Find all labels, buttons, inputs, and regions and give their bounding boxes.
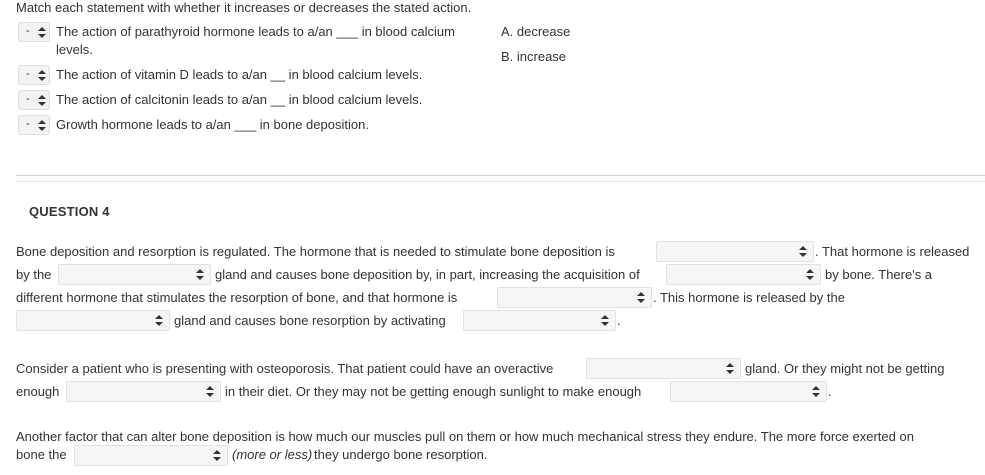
- section-divider: [16, 181, 985, 182]
- up-down-arrows-icon: [213, 450, 221, 461]
- deposition-gland-select[interactable]: [58, 264, 211, 285]
- up-down-arrows-icon: [38, 95, 46, 106]
- select-value: -: [26, 68, 30, 80]
- question-title: QUESTION 4: [29, 204, 110, 219]
- select-value: -: [26, 118, 30, 130]
- match-select-3[interactable]: [18, 90, 50, 110]
- p2-text-2: gland. Or they might not be getting: [745, 361, 945, 376]
- p3-text-4: they undergo bone resorption.: [314, 447, 488, 462]
- match-select-1[interactable]: [18, 22, 50, 42]
- p1-text-3: by the: [16, 267, 52, 282]
- select-value: -: [26, 93, 30, 105]
- p1-text-6: different hormone that stimulates the resorption of bone, and that hormone is: [16, 290, 458, 305]
- more-or-less-select[interactable]: [74, 445, 228, 466]
- p1-text-2: . That hormone is released: [815, 244, 970, 259]
- option-b: B. increase: [501, 49, 567, 64]
- match-statement-2: The action of vitamin D leads to a/an __ in blood calcium levels.: [56, 67, 423, 82]
- p1-text-1: Bone deposition and resorption is regulated. The hormone that is needed to stimulate bone deposition is: [16, 244, 615, 259]
- resorption-hormone-select[interactable]: [497, 287, 652, 308]
- instructions: Match each statement with whether it increases or decreases the stated action.: [16, 0, 472, 15]
- up-down-arrows-icon: [196, 269, 204, 280]
- overactive-gland-select[interactable]: [586, 358, 741, 379]
- select-value: -: [26, 25, 30, 37]
- up-down-arrows-icon: [38, 120, 46, 131]
- p2-text-4: in their diet. Or they may not be getting enough sunlight to make enough: [225, 384, 642, 399]
- p3-hint: (more or less): [232, 447, 313, 462]
- p1-text-8: gland and causes bone resorption by activating: [174, 313, 446, 328]
- up-down-arrows-icon: [206, 386, 214, 397]
- up-down-arrows-icon: [726, 363, 734, 374]
- p3-text-1: Another factor that can alter bone deposition is how much our muscles pull on them or how much mechanical stress they endure. The more force exerted on: [16, 429, 914, 444]
- p2-text-3: enough: [16, 384, 60, 399]
- p1-text-9: .: [617, 313, 621, 328]
- up-down-arrows-icon: [812, 386, 820, 397]
- option-a: A. decrease: [501, 24, 571, 39]
- up-down-arrows-icon: [155, 315, 163, 326]
- match-statement-3: The action of calcitonin leads to a/an __ in blood calcium levels.: [56, 92, 423, 107]
- sunlight-select[interactable]: [670, 381, 827, 402]
- p2-text-5: .: [828, 384, 832, 399]
- acquisition-select[interactable]: [666, 264, 821, 285]
- p2-text-1: Consider a patient who is presenting with osteoporosis. That patient could have an overactive: [16, 361, 554, 376]
- resorption-gland-select[interactable]: [16, 310, 170, 331]
- match-statement-1: The action of parathyroid hormone leads to a/an ___ in blood calcium levels.: [56, 24, 455, 57]
- match-select-2[interactable]: [18, 65, 50, 85]
- up-down-arrows-icon: [637, 292, 645, 303]
- up-down-arrows-icon: [38, 27, 46, 38]
- diet-select[interactable]: [66, 381, 221, 402]
- p3-text-2: bone the: [16, 447, 67, 462]
- up-down-arrows-icon: [806, 269, 814, 280]
- up-down-arrows-icon: [601, 315, 609, 326]
- up-down-arrows-icon: [38, 70, 46, 81]
- match-select-4[interactable]: [18, 115, 50, 135]
- bone-deposition-hormone-select[interactable]: [656, 241, 814, 262]
- activating-select[interactable]: [463, 310, 616, 331]
- p1-text-4: gland and causes bone deposition by, in part, increasing the acquisition of: [215, 267, 640, 282]
- section-divider: [16, 175, 985, 176]
- p1-text-5: by bone. There's a: [825, 267, 933, 282]
- p1-text-7: . This hormone is released by the: [653, 290, 845, 305]
- match-statement-4: Growth hormone leads to a/an ___ in bone deposition.: [56, 117, 369, 132]
- up-down-arrows-icon: [799, 246, 807, 257]
